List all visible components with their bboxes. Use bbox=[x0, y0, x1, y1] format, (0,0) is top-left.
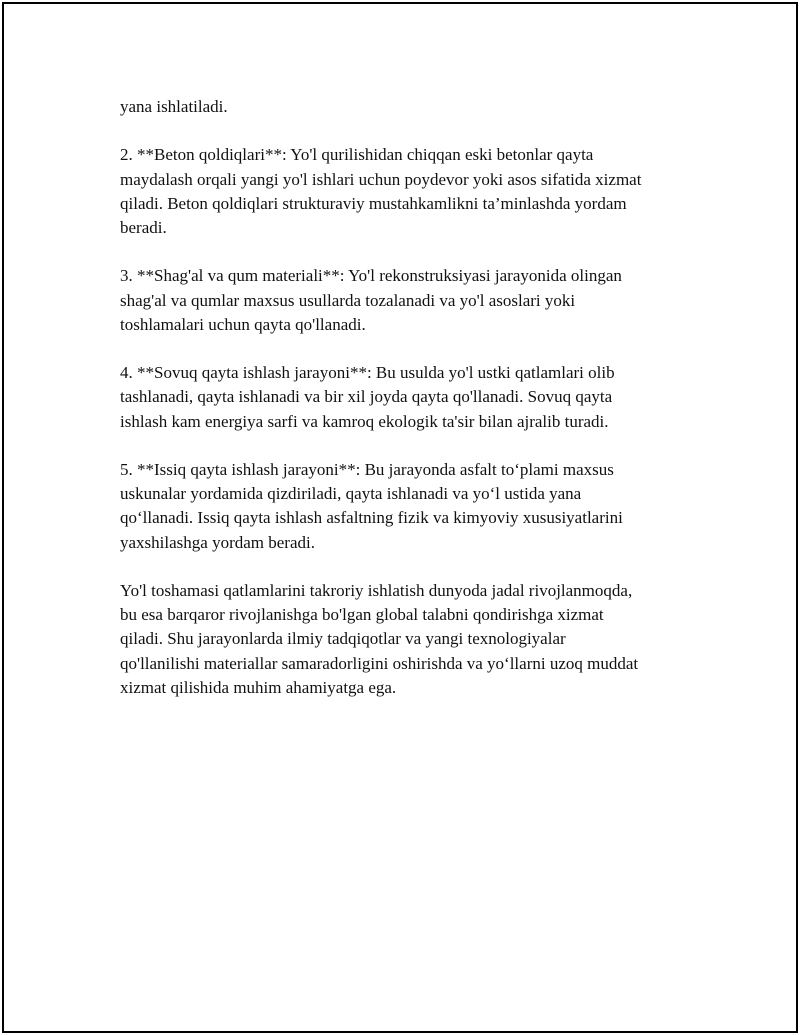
text-line: toshlamalari uchun qayta qo'llanadi. bbox=[120, 314, 366, 334]
document-body bbox=[120, 95, 700, 724]
text-line: shag'al va qumlar maxsus usullarda tozalanadi va yo'l asoslari yoki bbox=[120, 290, 576, 310]
text-line: maydalash orqali yangi yo'l ishlari uchun poydevor yoki asos sifatida xizmat bbox=[120, 169, 642, 189]
text-line: qo'llanilishi materiallar samaradorligini oshirishda va yo‘llarni uzoq muddat bbox=[120, 653, 639, 673]
text-line: tashlanadi, qayta ishlanadi va bir xil joyda qayta qo'llanadi. Sovuq qayta bbox=[120, 387, 613, 407]
text-line: 5. **Issiq qayta ishlash jarayoni**: Bu jarayonda asfalt to‘plami maxsus bbox=[120, 459, 614, 479]
text-line: xizmat qilishida muhim ahamiyatga ega. bbox=[120, 677, 397, 697]
document-page bbox=[2, 2, 798, 1033]
text-line: Yo'l toshamasi qatlamlarini takroriy ishlatish dunyoda jadal rivojlanmoqda, bbox=[120, 580, 633, 600]
text-line: 3. **Shag'al va qum materiali**: Yo'l rekonstruksiyasi jarayonida olingan bbox=[120, 266, 622, 286]
paragraph-continuation bbox=[120, 95, 700, 119]
paragraph-beton-qoldiqlari bbox=[120, 143, 700, 240]
text-line: ishlash kam energiya sarfi va kamroq ekologik ta'sir bilan ajralib turadi. bbox=[120, 411, 609, 431]
text-line: bu esa barqaror rivojlanishga bo'lgan global talabni qondirishga xizmat bbox=[120, 605, 604, 625]
paragraph-sovuq-qayta-ishlash bbox=[120, 361, 700, 434]
text-line: yaxshilashga yordam beradi. bbox=[120, 532, 315, 552]
text-line: qo‘llanadi. Issiq qayta ishlash asfaltning fizik va kimyoviy xususiyatlarini bbox=[120, 508, 623, 528]
text-line: qiladi. Shu jarayonlarda ilmiy tadqiqotlar va yangi texnologiyalar bbox=[120, 629, 566, 649]
paragraph-shagal-va-qum bbox=[120, 264, 700, 337]
text-line: 2. **Beton qoldiqlari**: Yo'l qurilishidan chiqqan eski betonlar qayta bbox=[120, 145, 594, 165]
paragraph-issiq-qayta-ishlash bbox=[120, 458, 700, 555]
text-line: qiladi. Beton qoldiqlari strukturaviy mustahkamlikni ta’minlashda yordam bbox=[120, 193, 627, 213]
text-line: beradi. bbox=[120, 218, 167, 237]
text-line: 4. **Sovuq qayta ishlash jarayoni**: Bu usulda yo'l ustki qatlamlari olib bbox=[120, 363, 615, 383]
text-line: yana ishlatiladi. bbox=[120, 97, 228, 116]
text-line: uskunalar yordamida qizdiriladi, qayta ishlanadi va yo‘l ustida yana bbox=[120, 484, 582, 504]
paragraph-conclusion bbox=[120, 579, 700, 700]
